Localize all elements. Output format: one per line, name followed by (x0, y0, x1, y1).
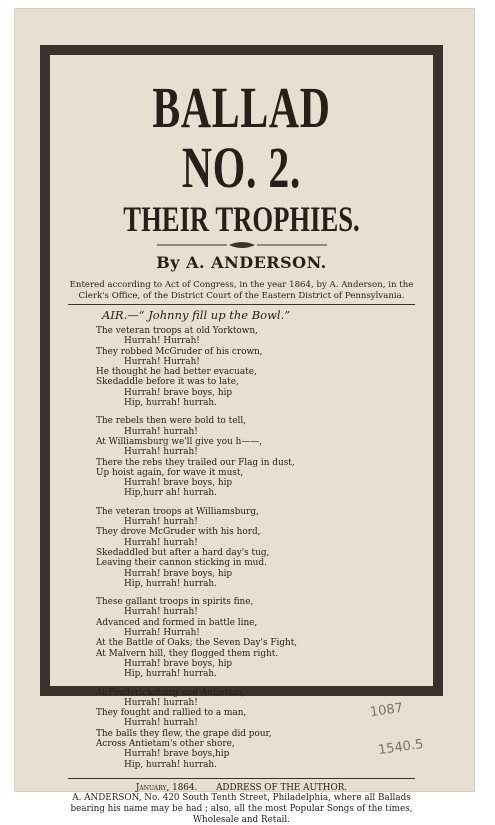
verse-line: Hurrah! Hurrah! (124, 356, 200, 367)
footer-date: January, 1864. (135, 782, 198, 793)
ballad-title: BALLAD NO. 2. (152, 75, 331, 200)
verse-line: Hurrah! hurrah! (124, 517, 198, 528)
pencil-note-2: 1540.5 (377, 736, 425, 759)
verse-line: At Fredericksburg and Antietam, (96, 687, 245, 698)
verse-line: Hurrah! hurrah! (124, 537, 198, 548)
verse-line: At the Battle of Oaks; the Seven Day's Fight, (96, 638, 298, 649)
verse-line: Hurrah! hurrah! (124, 447, 198, 458)
footer-address: A. ANDERSON, No. 420 South Tenth Street, Philadelphia, where all Ballads bearing his name may be had ; also, all the most Popular Songs of the times, Wholesale and Retail. (70, 793, 413, 825)
verse-line: Hurrah! hurrah! (124, 607, 198, 618)
verse-line: Hurrah! hurrah! (124, 426, 198, 437)
verse-line: Hip, hurrah! hurrah. (124, 759, 217, 770)
verse-line: The balls they flew, the grape did pour, (96, 728, 272, 739)
pencil-note-1: 1087 (369, 700, 404, 721)
verse-line: Hurrah! hurrah! (124, 697, 198, 708)
verse-line: Hurrah! brave boys, hip (124, 478, 233, 489)
verse-line: He thought he had better evacuate, (96, 367, 257, 378)
verse-line: Skedaddle before it was to late, (96, 377, 239, 388)
verse-line: Up hoist again, for wave it must, (96, 467, 244, 478)
verse-2 (96, 416, 425, 498)
verses-container (58, 326, 425, 770)
verse-line: Hip,hurr ah! hurrah. (124, 488, 217, 499)
verse-line: Hurrah! hurrah! (124, 718, 198, 729)
verse-5 (96, 688, 425, 770)
author-address-footer (58, 783, 425, 825)
verse-line: Hurrah! brave boys,hip (124, 749, 230, 760)
ornamental-rule (157, 241, 327, 249)
verse-line: Hip, hurrah! hurrah. (124, 669, 217, 680)
verse-line: They drove McGruder with his hord, (96, 527, 261, 538)
divider-rule-bottom (68, 778, 415, 779)
air-tune-line: AIR.—“ Johnny fill up the Bowl.” (102, 308, 291, 322)
verse-line: Hurrah! brave boys, hip (124, 387, 233, 398)
verse-line: Hurrah! Hurrah! (124, 628, 200, 639)
verse-line: The rebels then were bold to tell, (96, 416, 246, 427)
verse-line: Skedaddled but after a hard day's tug, (96, 547, 270, 558)
verse-line: Hurrah! brave boys, hip (124, 658, 233, 669)
divider-rule (68, 304, 415, 305)
verse-line: There the rebs they trailed our Flag in dust, (96, 457, 295, 468)
verse-3 (96, 507, 425, 589)
verse-line: Hurrah! Hurrah! (124, 336, 200, 347)
verse-line: Hip, hurrah! hurrah. (124, 578, 217, 589)
verse-line: Hurrah! brave boys, hip (124, 568, 233, 579)
ballad-subtitle: THEIR TROPHIES. (123, 199, 360, 239)
verse-line: At Williamsburg we'll give you h——, (96, 436, 262, 447)
verse-1 (96, 326, 425, 408)
verse-line: Advanced and formed in battle line, (96, 617, 258, 628)
verse-4 (96, 597, 425, 679)
author-line: By A. ANDERSON. (156, 253, 327, 272)
verse-line: These gallant troops in spirits fine, (96, 597, 254, 608)
verse-line: At Malvern hill, they flogged them right. (96, 648, 279, 659)
verse-line: They robbed McGruder of his crown, (96, 346, 263, 357)
footer-heading: ADDRESS OF THE AUTHOR. (216, 782, 348, 793)
verse-line: Across Antietam's other shore, (96, 738, 235, 749)
verse-line: The veteran troops at Williamsburg, (96, 506, 259, 517)
verse-line: They fought and rallied to a man, (96, 708, 247, 719)
verse-line: The veteran troops at old Yorktown, (96, 326, 258, 336)
verse-line: Leaving their cannon sticking in mud. (96, 558, 267, 569)
copyright-notice: Entered according to Act of Congress, in the year 1864, by A. Anderson, in the Clerk's Office, of the District Court of the Eastern District of Pennsylvania. (69, 280, 414, 301)
verse-line: Hip, hurrah! hurrah. (124, 398, 217, 409)
